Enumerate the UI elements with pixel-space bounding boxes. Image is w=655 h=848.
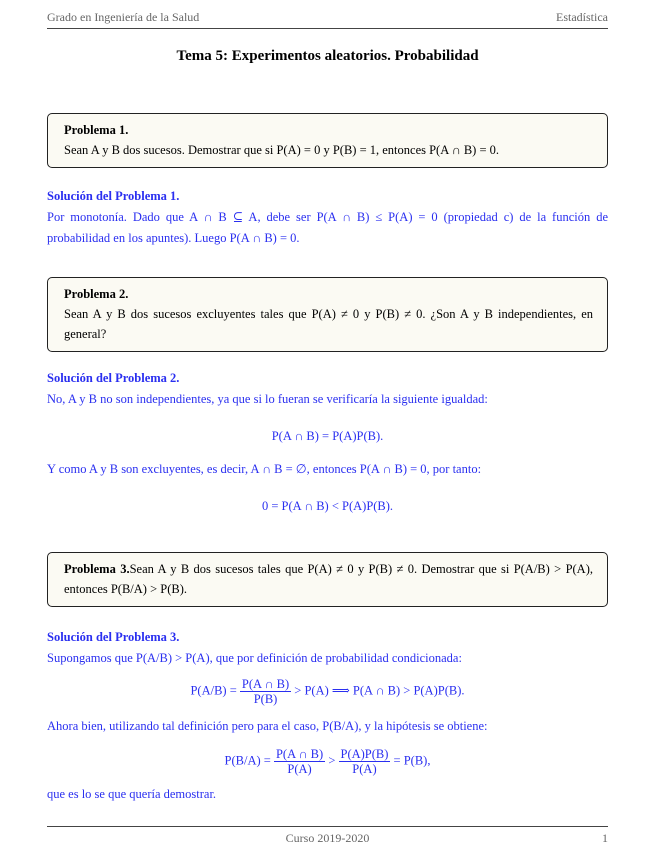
eq1-fraction (240, 677, 291, 706)
problem-2-label: Problema 2. (64, 287, 129, 301)
solution-3-text-3: que es lo se que quería demostrar. (47, 787, 217, 801)
eq2-denominator-1: P(A) (287, 762, 312, 776)
solution-2-text-1: No, A y B no son independientes, ya que si lo fueran se verificaría la siguiente igualdad: (47, 392, 488, 406)
problem-1-box (47, 113, 608, 168)
solution-1-text: Por monotonía. Dado que A ∩ B ⊆ A, debe ser P(A ∩ B) ≤ P(A) = 0 (propiedad c) de la función de probabilidad en los apuntes). Luego P(A ∩ B) = 0. (47, 210, 608, 245)
eq1-numerator: P(A ∩ B) (241, 677, 290, 691)
solution-2-label: Solución del Problema 2. (47, 371, 180, 385)
eq2-lhs: P(B/A) = (224, 753, 271, 768)
page-footer (47, 826, 608, 847)
eq2-middle: > (328, 753, 336, 768)
solution-2-text-2: Y como A y B son excluyentes, es decir, A ∩ B = ∅, entonces P(A ∩ B) = 0, por tanto: (47, 462, 482, 476)
solution-3-text-1: Supongamos que P(A/B) > P(A), que por definición de probabilidad condicionada: (47, 651, 462, 665)
solution-3-label: Solución del Problema 3. (47, 630, 180, 644)
header-course: Grado en Ingeniería de la Salud (47, 10, 200, 24)
eq2-fraction-1 (274, 747, 325, 776)
page-number: 1 (602, 831, 608, 845)
eq1-lhs: P(A/B) = (190, 683, 237, 698)
solution-2-equation-1: P(A ∩ B) = P(A)P(B). (271, 429, 384, 443)
eq2-fraction-2 (339, 747, 391, 776)
eq2-numerator-2: P(A)P(B) (340, 747, 389, 761)
problem-2-text: Sean A y B dos sucesos excluyentes tales que P(A) ≠ 0 y P(B) ≠ 0. ¿Son A y B independientes, en general? (64, 307, 593, 341)
solution-3-text-2: Ahora bien, utilizando tal definición pero para el caso, P(B/A), y la hipótesis se obtiene: (47, 719, 488, 733)
problem-3-text: Sean A y B dos sucesos tales que P(A) ≠ 0 y P(B) ≠ 0. Demostrar que si P(A/B) > P(A), entonces P(B/A) > P(B). (64, 562, 594, 596)
solution-1-label: Solución del Problema 1. (47, 189, 180, 203)
problem-1-text: Sean A y B dos sucesos. Demostrar que si P(A) = 0 y P(B) = 1, entonces P(A ∩ B) = 0. (64, 143, 500, 157)
eq2-denominator-2: P(A) (352, 762, 377, 776)
solution-2-equation-2: 0 = P(A ∩ B) < P(A)P(B). (261, 499, 394, 513)
page-title: Tema 5: Experimentos aleatorios. Probabilidad (176, 48, 479, 64)
eq1-rhs: > P(A) ⟹ P(A ∩ B) > P(A)P(B). (294, 683, 465, 698)
solution-3-equation-1 (47, 677, 608, 706)
solution-1 (47, 186, 608, 249)
page-header (47, 8, 608, 29)
problem-3-box (47, 552, 608, 607)
problem-2-box (47, 277, 608, 352)
solution-3-equation-2 (47, 747, 608, 776)
problem-3-label: Problema 3. (64, 562, 130, 576)
header-subject: Estadística (556, 10, 608, 24)
footer-course-year: Curso 2019-2020 (285, 831, 370, 845)
problem-1-label: Problema 1. (64, 123, 129, 137)
eq1-denominator: P(B) (253, 692, 278, 706)
eq2-numerator-1: P(A ∩ B) (275, 747, 324, 761)
solution-3 (47, 627, 608, 805)
eq2-rhs: = P(B), (393, 753, 431, 768)
solution-2 (47, 368, 608, 517)
